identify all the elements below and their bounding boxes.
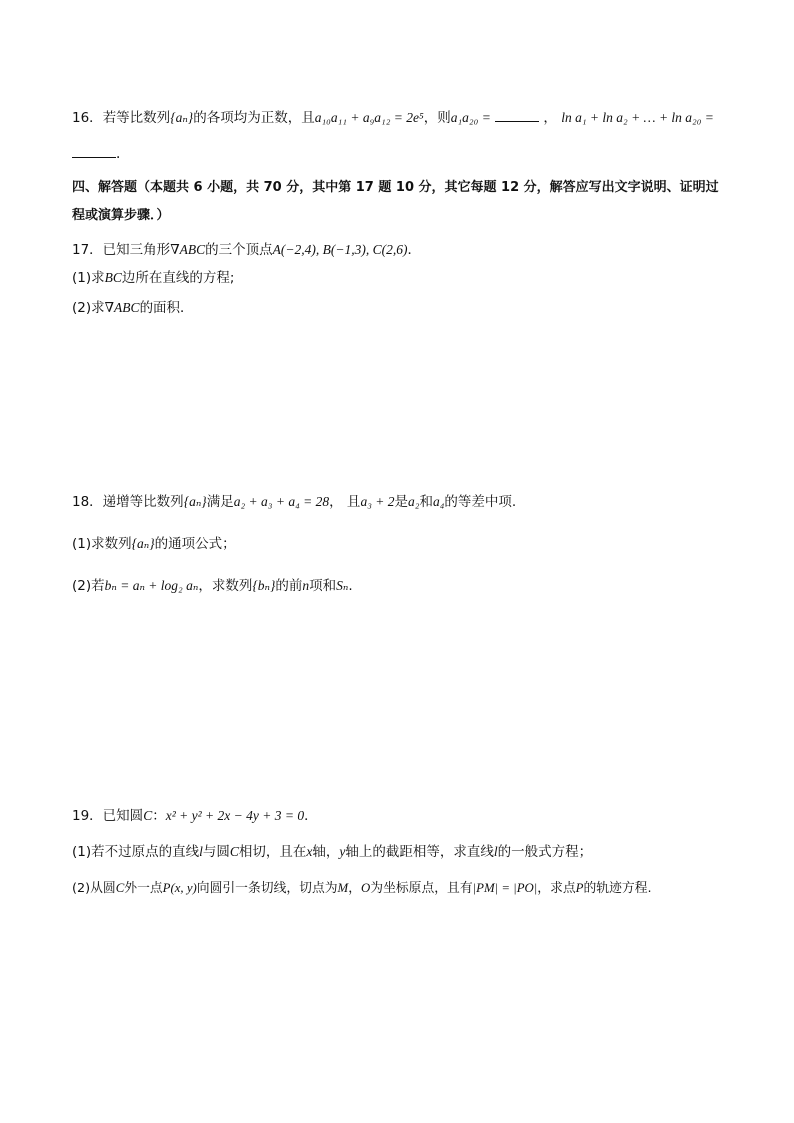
q16-ask-1: a₁a₂₀ = xyxy=(450,110,491,125)
q19-text: ： xyxy=(152,808,166,824)
q18-p1-text: 的通项公式； xyxy=(154,536,236,552)
question-18 xyxy=(72,492,516,512)
q18-text: 和 xyxy=(419,494,433,510)
q18-p2-text: . xyxy=(348,578,353,594)
q18-p2-n: n xyxy=(302,578,310,593)
q19-p1-var: l xyxy=(199,844,203,859)
q17-triangle: ∇ABC xyxy=(170,242,206,257)
q17-part-2 xyxy=(72,298,194,318)
q18-condition-2: a₃ + 2 xyxy=(360,494,395,509)
q19-p2-var: C xyxy=(115,881,125,895)
q19-p1-text: 轴， xyxy=(312,844,340,860)
q17-text: 17．已知三角形 xyxy=(72,242,171,258)
q19-p1-text: 的一般式方程； xyxy=(497,844,593,860)
section-title: 四、解答题（本题共 6 小题，共 70 分，其中第 17 题 10 分，其它每题 12 分，解答应写出文字说明、证明过 xyxy=(72,180,719,195)
q19-p2-var: M xyxy=(337,881,349,895)
q17-p2-var: ∇ABC xyxy=(104,300,140,315)
section-title-cont: 程或演算步骤．） xyxy=(72,208,170,223)
q19-p1-var: y xyxy=(339,844,346,859)
answer-blank-1 xyxy=(495,109,539,122)
q18-sequence: {aₙ} xyxy=(183,494,207,509)
q17-p1-text: (1)求 xyxy=(72,270,105,286)
q18-part-2 xyxy=(72,576,353,596)
question-19 xyxy=(72,806,318,826)
q19-p2-condition: |PM| = |PO| xyxy=(472,881,538,895)
q18-p2-formula: bₙ = aₙ + log₂ aₙ xyxy=(104,578,199,593)
q18-p2-text: ，求数列 xyxy=(198,578,253,594)
q17-p1-var: BC xyxy=(104,270,122,285)
q19-p2-text: ，求点 xyxy=(537,881,576,896)
q16-condition: a₁₀a₁₁ + a₉a₁₂ = 2e⁵ xyxy=(314,110,424,125)
q19-p2-text: ， xyxy=(348,881,362,896)
q19-p1-var: l xyxy=(493,844,498,859)
question-16: 16．若等比数列{aₙ}的各项均为正数，且a₁₀a₁₁ + a₉a₁₂ = 2e⁵，则a₁a₂₀ = ， ln a₁ + ln a₂ + … + ln a₂₀ = xyxy=(72,110,714,126)
q18-p1-text: (1)求数列 xyxy=(72,536,132,552)
q18-p2-sn: Sₙ xyxy=(336,578,349,593)
q16-text: ，则 xyxy=(423,110,451,126)
q19-p1-var: C xyxy=(229,844,239,859)
q16-text: 的各项均为正数，且 xyxy=(193,110,315,126)
q18-a4: a₄ xyxy=(432,494,445,509)
q18-text: 的等差中项. xyxy=(444,494,517,510)
q19-p1-text: 轴上的截距相等，求直线 xyxy=(345,844,494,860)
q18-a2: a₂ xyxy=(408,494,420,509)
question-16-cont: . xyxy=(72,144,120,164)
q16-text: 若等比数列 xyxy=(102,110,171,126)
q16-number: 16． xyxy=(72,110,103,126)
answer-blank-2 xyxy=(72,145,116,158)
q18-p1-seq: {aₙ} xyxy=(131,536,155,551)
q17-part-1 xyxy=(72,268,234,288)
q18-text: 满足 xyxy=(206,494,234,510)
q19-text: 19．已知圆 xyxy=(72,808,144,824)
q19-p2-text: (2)从圆 xyxy=(72,881,116,896)
q19-p1-text: (1)若不过原点的直线 xyxy=(72,844,200,860)
q19-p2-var: P xyxy=(575,881,584,895)
q19-circle: C xyxy=(143,808,153,823)
q17-p2-text: (2)求 xyxy=(72,300,105,316)
q19-part-1 xyxy=(72,842,592,862)
q19-p1-text: 相切，且在 xyxy=(238,844,307,860)
q18-p2-seq: {bₙ} xyxy=(252,578,276,593)
q17-text: 的三个顶点 xyxy=(205,242,273,258)
q19-part-2 xyxy=(72,878,652,899)
q18-p2-text: 项和 xyxy=(309,578,337,594)
q18-part-1 xyxy=(72,534,236,554)
q17-points: A(−2,4), B(−1,3), C(2,6) xyxy=(272,242,408,257)
q19-equation: x² + y² + 2x − 4y + 3 = 0 xyxy=(165,808,305,823)
q19-p2-var: O xyxy=(361,881,371,895)
q18-p2-text: 的前 xyxy=(275,578,303,594)
q18-condition-1: a₂ + a₃ + a₄ = 28 xyxy=(233,494,330,509)
q19-p2-text: 的轨迹方程. xyxy=(583,881,652,896)
q19-p1-var: x xyxy=(306,844,313,859)
q17-p2-text: 的面积． xyxy=(139,300,194,316)
q19-p2-point: P(x, y) xyxy=(162,881,197,895)
q19-text: ． xyxy=(304,808,318,824)
q19-p1-text: 与圆 xyxy=(202,844,230,860)
q19-p2-text: 外一点 xyxy=(124,881,163,896)
q17-text: ． xyxy=(407,242,421,258)
q19-p2-text: 向圆引一条切线，切点为 xyxy=(196,881,338,896)
q18-text: 18．递增等比数列 xyxy=(72,494,184,510)
q18-p2-text: (2)若 xyxy=(72,578,105,594)
q17-p1-text: 边所在直线的方程; xyxy=(121,270,235,286)
q18-text: 是 xyxy=(394,494,408,510)
q16-sequence: {aₙ} xyxy=(170,110,194,125)
q18-text: ， 且 xyxy=(329,494,361,510)
q16-ask-2: ln a₁ + ln a₂ + … + ln a₂₀ = xyxy=(561,110,714,125)
question-17 xyxy=(72,240,421,260)
q19-p2-text: 为坐标原点，且有 xyxy=(370,881,473,896)
